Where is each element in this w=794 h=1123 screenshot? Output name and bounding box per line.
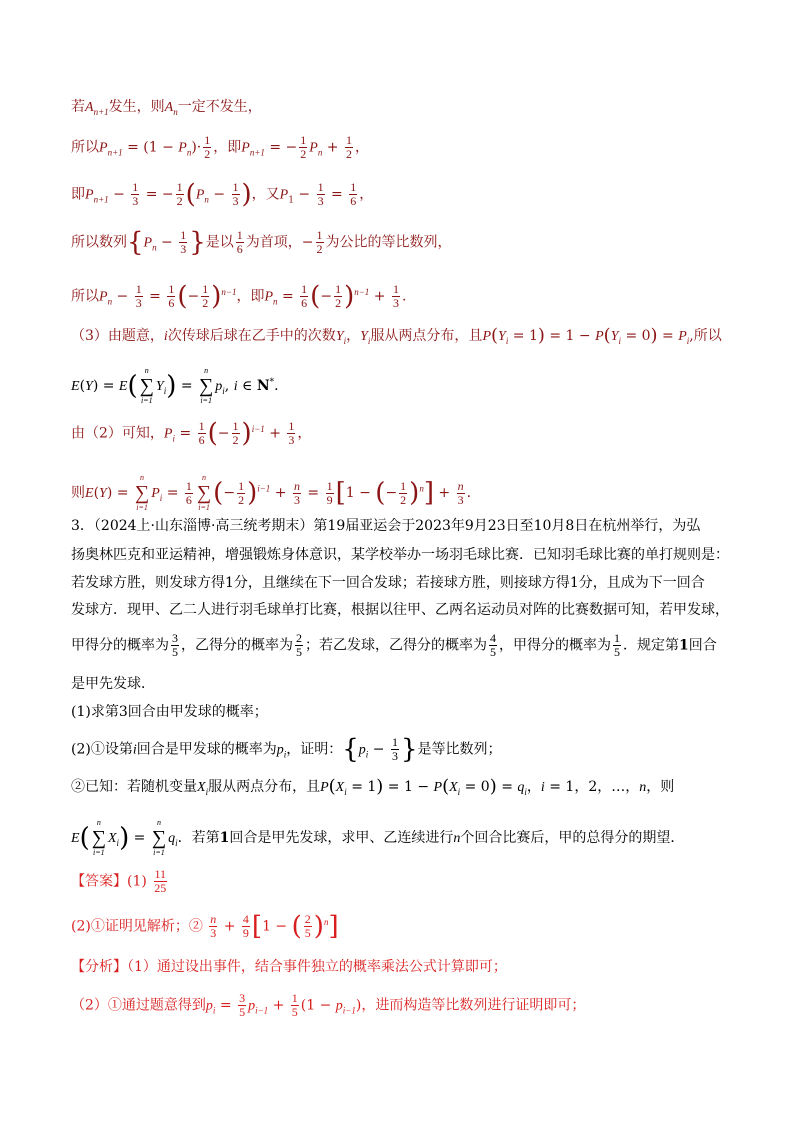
solution-line-5: 所以$P_n$ − $\frac{1}{3}$ = $\frac{1}{6}$ (− $\frac{1}{2}$ )$^{n-1}$，即$P_n$ = $\frac{1}{6}$ (− $\frac{1}{2}$ )$^{n-1}$ + $\frac{1}{3}$ . [71,281,407,312]
solution-line-9: 则E(Y) = n ∑ i=1 $P_i$ = $\frac{1}{6}$ n ∑ i=1 (− $\frac{1}{2}$ )$^{i-1}$ + $\frac{n}{3}$ = $\frac{1}{9}$ [1 − (− $\frac{1}{2}$ )$^n$] + $\frac{n}{3}$ . [71,473,472,512]
solution-line-8: 由（2）可知，$P_i$ = $\frac{1}{6}$ (− $\frac{1}{2}$ )$^{i-1}$ + $\frac{1}{3}$ ， [71,418,312,449]
question-3-part-2: (2)①设第i回合是甲发球的概率为$p_i$，证明：{$p_i$ − $\frac{1}{3}$ }是等比数列； [71,734,502,765]
question-3-line-3: 若发球方胜，则发球方得1分，且继续在下一回合发球；若接球方胜，则接球方得1分，且成为下一回合 [71,575,705,591]
question-3-line-2: 扬奥林匹克和亚运精神，增强锻炼身体意识，某学校举办一场羽毛球比赛．已知羽毛球比赛的单打规则是： [71,547,729,563]
solution-line-3: 即$P_{n+1}$ − $\frac{1}{3}$ = − $\frac{1}{2}$ ($P_n$ − $\frac{1}{3}$ )，又$P_1$ − $\frac{1}{3}$ = $\frac{1}{6}$ ， [71,179,374,210]
answer-label: 【答案】 [71,873,127,890]
solution-part3-line: （3）由题意，i次传球后球在乙手中的次数$Y_i$，$Y_i$服从两点分布，且$P(Y_i = 1) = 1 - P(Y_i = 0) = P_i$,所以 [71,325,722,346]
answer-line-1: 【答案】(1) $\frac{11}{25}$ [71,867,167,895]
analysis-line-2: （2）①通过题意得到$p_i$ = $\frac{3}{5}$ $p_{i-1}$ + $\frac{1}{5}$ $(1 - p_{i-1})$，进而构造等比数列进行证明即可； [71,991,586,1019]
question-3-line-6: 是甲先发球． [71,676,155,692]
answer-line-2: (2)①证明见解析；② $\frac{n}{3}$ + $\frac{4}{9}$ [1 − ( $\frac{2}{5}$ )$^n$] [71,911,339,942]
analysis-line-1: 【分析】（1）通过设出事件，结合事件独立的概率乘法公式计算即可； [71,959,507,975]
solution-line-4: 所以数列{$P_n$ − $\frac{1}{3}$ }是以 $\frac{1}{6}$ 为首项，− $\frac{1}{2}$ 为公比的等比数列， [71,227,452,258]
analysis-label: 【分析】 [71,959,127,975]
question-3-part-1: (1)求第3回合由甲发球的概率； [71,704,268,720]
solution-expectation-line: E(Y) = E( n ∑ i=1 $Y_i$) = n ∑ i=1 $p_i$, i ∈ N*. [71,366,279,405]
question-3-part-2-hint: ②已知：若随机变量$X_i$服从两点分布，且$P(X_i = 1) = 1 - P(X_i = 0) = q_i$，i = 1，2，…，n，则 [71,776,675,797]
question-3-part-2-task: E( n ∑ i=1 $X_i$) = n ∑ i=1 $q_i$．若第1回合是甲先发球，求甲、乙连续进行n个回合比赛后，甲的总得分的期望． [71,818,685,857]
question-3-line-5: 甲得分的概率为 $\frac{3}{5}$ ，乙得分的概率为 $\frac{2}{5}$ ；若乙发球，乙得分的概率为 $\frac{4}{5}$ ，甲得分的概率为 $\frac{1}{5}$ ．规定第1回合 [71,631,717,659]
question-3-title: 3．（2024上·山东淄博·高三统考期末）第19届亚运会于2023年9月23日至10月8日在杭州举行，为弘 [71,518,701,534]
solution-line-2: 所以$P_{n+1} = (1 - P_n)\cdot$ $\frac{1}{2}$ ，即$P_{n+1}$ = − $\frac{1}{2}$ $P_n$ + $\frac{1}{2}$ ， [71,133,369,161]
question-3-line-4: 发球方．现甲、乙二人进行羽毛球单打比赛，根据以往甲、乙两名运动员对阵的比赛数据可知，若甲发球， [71,602,729,618]
solution-line-1: 若$A_{n+1}$发生，则$A_n$一定不发生， [71,99,262,117]
